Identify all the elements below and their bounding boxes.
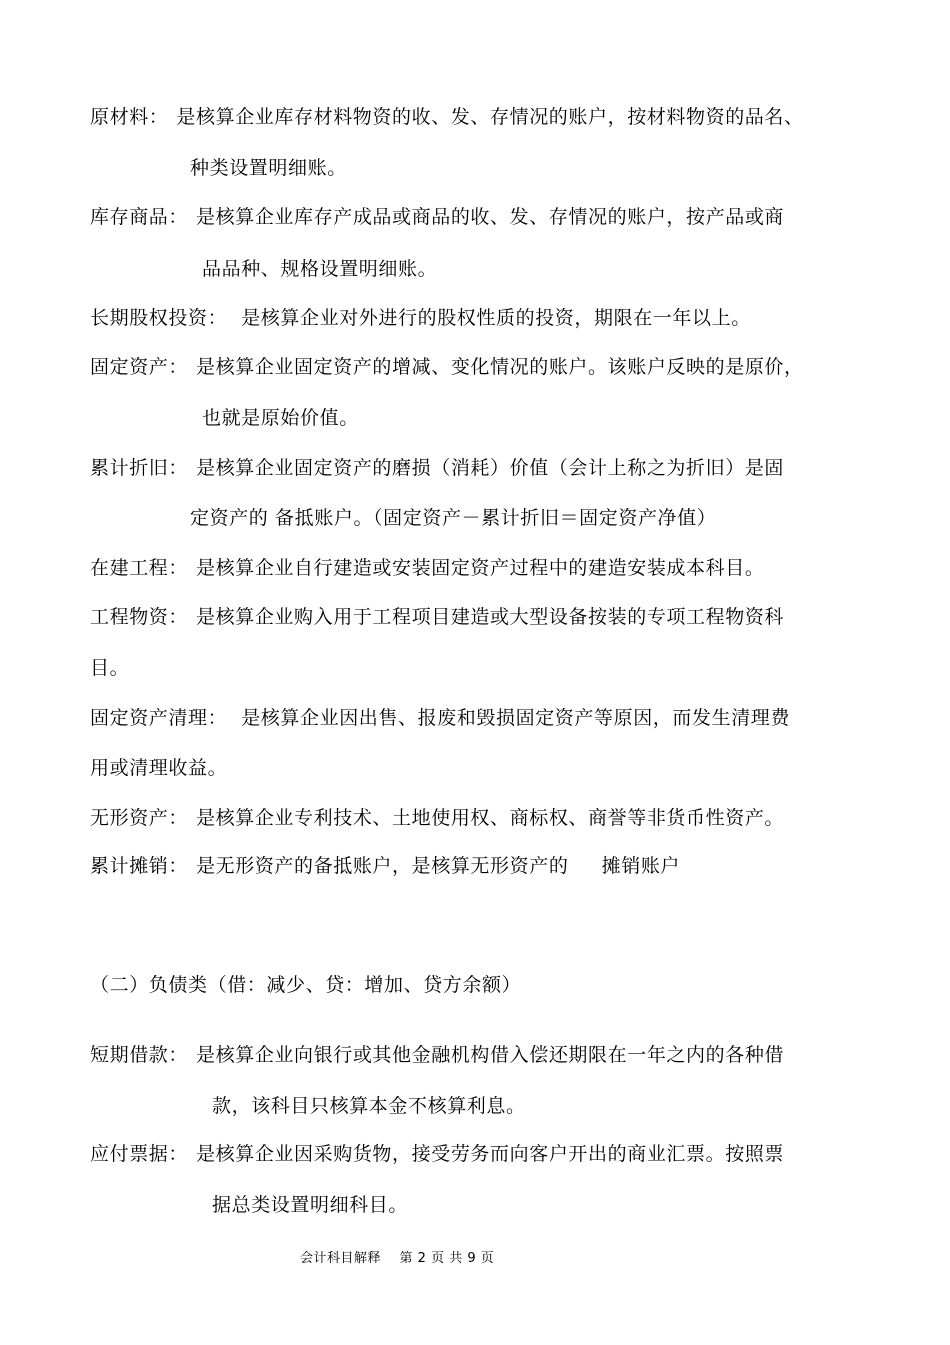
entry-continuation: 种类设置明细账。 (190, 157, 347, 179)
entry-short-term-borrowings (90, 1042, 784, 1068)
entry-description: 是核算企业固定资产的磨损（消耗）价值（会计上称之为折旧）是固 (196, 457, 785, 479)
entry-fixed-asset-disposal (90, 705, 790, 731)
entry-description: 是核算企业因出售、报废和毁损固定资产等原因，而发生清理费 (241, 707, 791, 729)
entry-description: 是核算企业固定资产的增减、变化情况的账户。该账户反映的是原价， (196, 356, 804, 378)
entry-continuation: 也就是原始价值。 (202, 407, 359, 429)
entry-accumulated-depreciation (90, 455, 784, 481)
entry-intangible-assets (90, 805, 784, 831)
entry-continuation: 品品种、规格设置明细账。 (202, 258, 438, 280)
entry-long-term-equity (90, 305, 751, 331)
entry-description: 是核算企业购入用于工程项目建造或大型设备按装的专项工程物资科 (196, 606, 785, 628)
entry-term: 在建工程： (90, 557, 189, 579)
entry-continuation: 据总类设置明细科目。 (212, 1194, 409, 1216)
entry-term: 短期借款： (90, 1044, 189, 1066)
entry-continuation: 款，该科目只核算本金不核算利息。 (212, 1095, 526, 1117)
entry-term: 累计折旧： (90, 457, 189, 479)
entry-description: 是核算企业自行建造或安装固定资产过程中的建造安装成本科目。 (196, 557, 765, 579)
entry-continuation: 定资产的 备抵账户。（固定资产－累计折旧＝固定资产净值） (190, 507, 717, 529)
entry-description: 是无形资产的备抵账户，是核算无形资产的 摊销账户 (196, 855, 681, 877)
entry-term: 原材料： (90, 106, 169, 128)
entry-notes-payable (90, 1141, 784, 1167)
entry-construction-materials (90, 604, 784, 630)
entry-term: 固定资产： (90, 356, 189, 378)
entry-raw-materials (90, 104, 804, 130)
entry-term: 累计摊销： (90, 855, 189, 877)
entry-construction-in-progress (90, 555, 764, 581)
section-heading-liabilities: （二）负债类（借：减少、贷：增加、贷方余额） (90, 974, 522, 996)
entry-term: 工程物资： (90, 606, 189, 628)
entry-fixed-assets (90, 354, 804, 380)
entry-description: 是核算企业对外进行的股权性质的投资，期限在一年以上。 (241, 307, 751, 329)
entry-accumulated-amortization (90, 853, 680, 879)
entry-term: 无形资产： (90, 807, 189, 829)
entry-description: 是核算企业向银行或其他金融机构借入偿还期限在一年之内的各种借 (196, 1044, 785, 1066)
entry-description: 是核算企业专利技术、土地使用权、商标权、商誉等非货币性资产。 (196, 807, 785, 829)
entry-continuation: 用或清理收益。 (90, 757, 228, 779)
entry-term: 应付票据： (90, 1143, 189, 1165)
entry-term: 长期股权投资： (90, 307, 228, 329)
entry-description: 是核算企业库存材料物资的收、发、存情况的账户，按材料物资的品名、 (176, 106, 804, 128)
entry-term: 固定资产清理： (90, 707, 228, 729)
entry-continuation: 目。 (90, 657, 130, 679)
page-footer: 会计科目解释 第 2 页 共 9 页 (300, 1251, 495, 1266)
entry-term: 库存商品： (90, 206, 189, 228)
entry-inventory-goods (90, 204, 784, 230)
entry-description: 是核算企业库存产成品或商品的收、发、存情况的账户，按产品或商 (196, 206, 785, 228)
entry-description: 是核算企业因采购货物，接受劳务而向客户开出的商业汇票。按照票 (196, 1143, 785, 1165)
